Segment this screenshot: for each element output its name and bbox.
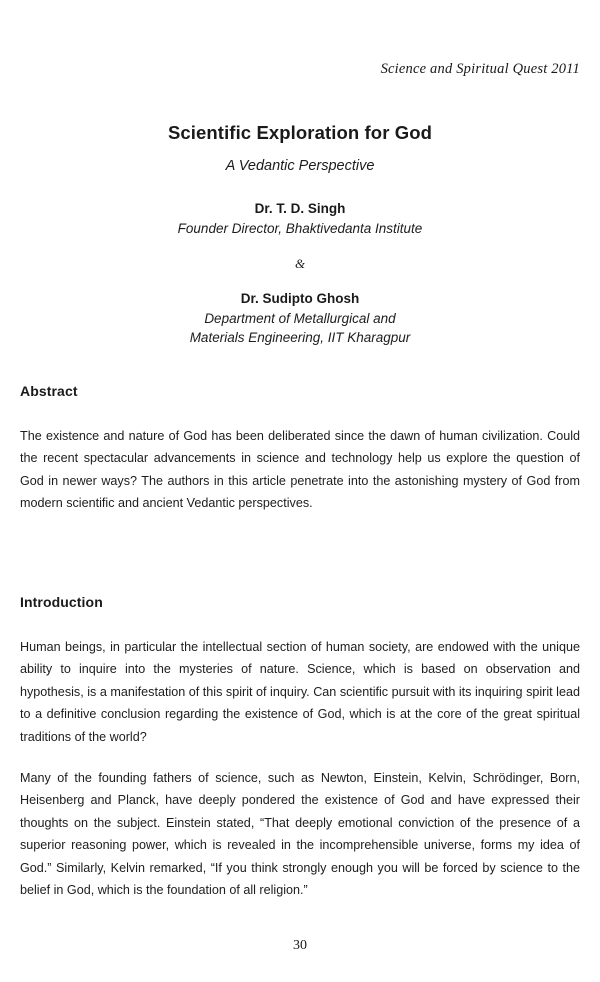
running-head: Science and Spiritual Quest 2011 <box>380 61 580 77</box>
author-name: Dr. Sudipto Ghosh <box>240 291 360 307</box>
paragraph: Human beings, in particular the intellectual section of human society, are endowed with the unique ability to inquire into the mysteries of nature. Science, which is based on observation and hypothesis, is a manifestation of this spirit of inquiry. Can scientific pursuit with its inquiring spirit lead to a definitive conclusion regarding the existence of God, which is at the core of the great spiritual traditions of the world? <box>20 640 580 744</box>
page-subtitle: A Vedantic Perspective <box>225 158 375 175</box>
section-abstract <box>20 383 580 515</box>
section-heading-abstract: Abstract <box>20 383 78 399</box>
author-affiliation: Department of Metallurgical and <box>204 310 396 326</box>
page-number: 30 <box>293 938 307 953</box>
author-entry-2 <box>20 289 580 348</box>
title-block <box>20 122 580 176</box>
author-separator: & <box>294 256 306 272</box>
author-block <box>20 199 580 348</box>
paragraph: The existence and nature of God has been deliberated since the dawn of human civilization. Could the recent spectacular advancements in science and technology help us explore the question of God in newer ways? The authors in this article penetrate into the astonishing mystery of God from modern scientific and ancient Vedantic perspectives. <box>20 429 580 511</box>
section-heading-introduction: Introduction <box>20 594 103 610</box>
section-introduction <box>20 594 580 901</box>
page-title: Scientific Exploration for God <box>167 122 433 143</box>
paragraph: Many of the founding fathers of science, such as Newton, Einstein, Kelvin, Schrödinger, Born, Heisenberg and Planck, have deeply pondered the existence of God and have expressed their thoughts on the subject. Einstein stated, “That deeply emotional conviction of the presence of a superior reasoning power, which is revealed in the incomprehensible universe, forms my idea of God.” Similarly, Kelvin remarked, “If you think strongly enough you will be forced by science to the belief in God, which is the foundation of all religion.” <box>20 771 580 898</box>
author-affiliation: Founder Director, Bhaktivedanta Institute <box>177 220 423 236</box>
author-affiliation: Materials Engineering, IIT Kharagpur <box>189 330 411 346</box>
author-name: Dr. T. D. Singh <box>254 201 346 216</box>
author-entry-1 <box>20 199 580 238</box>
